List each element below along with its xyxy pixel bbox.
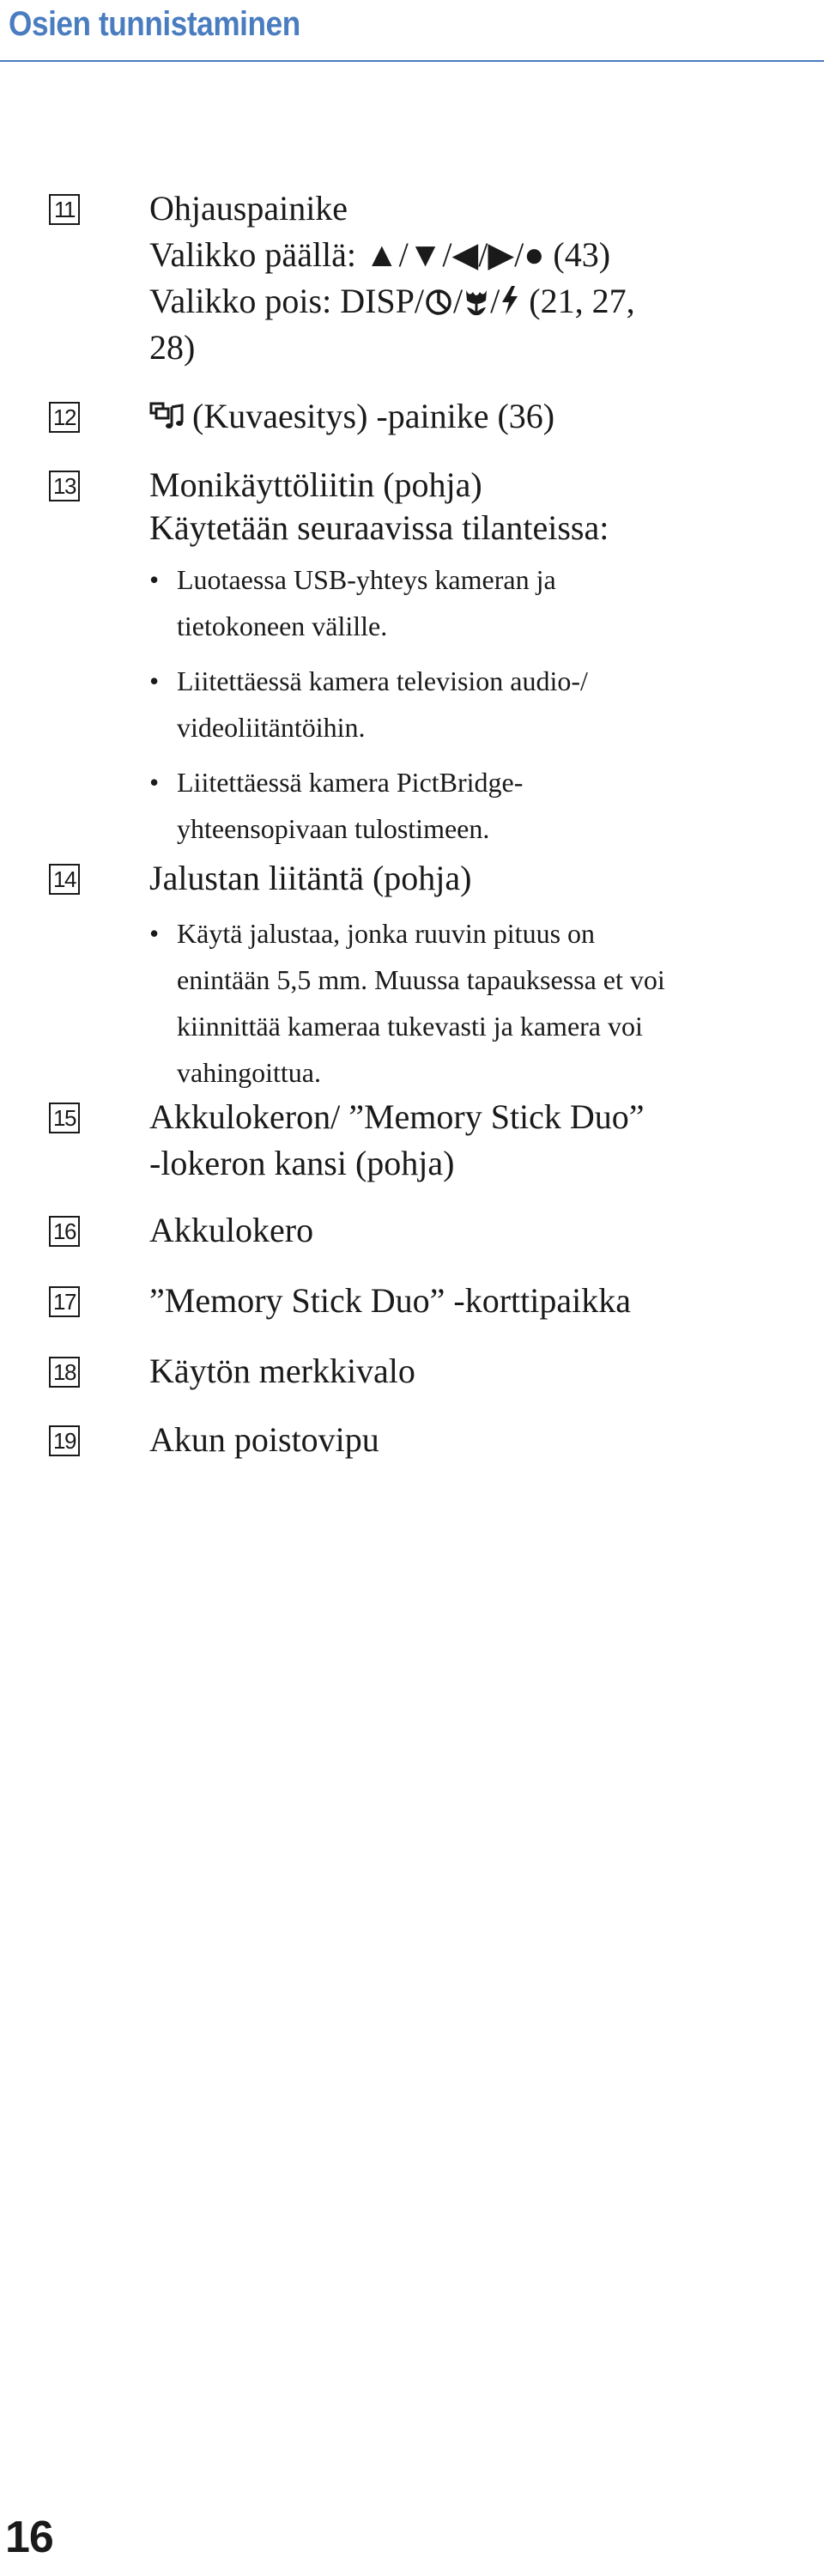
item-number-18: 18 xyxy=(49,1357,80,1388)
menu-on-prefix: Valikko päällä: xyxy=(149,235,366,274)
item-number-15: 15 xyxy=(49,1103,80,1133)
bullet-glyph: • xyxy=(149,918,160,949)
item-label-19: Akun poistovipu xyxy=(149,1420,379,1459)
menu-off-sep1: / xyxy=(453,282,464,320)
item-13-bullet-1-line-1: Luotaessa USB-yhteys kameran ja xyxy=(177,564,556,595)
item-number-11: 11 xyxy=(49,194,80,225)
item-13-bullet-3-line-1: Liitettäessä kamera PictBridge- xyxy=(177,767,524,798)
menu-off-suffix: (21, 27, xyxy=(520,282,635,320)
item-13-usage-line: Käytetään seuraavissa tilanteissa: xyxy=(149,508,609,547)
item-13-bullet-3-line-2: yhteensopivaan tulostimeen. xyxy=(177,813,490,844)
item-number-16: 16 xyxy=(49,1216,80,1247)
bullet-glyph: • xyxy=(149,665,160,696)
item-label-16: Akkulokero xyxy=(149,1211,314,1249)
bullet-glyph: • xyxy=(149,767,160,798)
page-title: Osien tunnistaminen xyxy=(9,5,300,43)
item-label-13: Monikäyttöliitin (pohja) xyxy=(149,465,482,504)
item-11-menu-off-line xyxy=(149,278,635,328)
item-14-note-line-1: Käytä jalustaa, jonka ruuvin pituus on xyxy=(177,918,596,949)
item-13-bullet-2-line-1: Liitettäessä kamera television audio-/ xyxy=(177,665,588,696)
bullet-glyph: • xyxy=(149,564,160,595)
item-label-18: Käytön merkkivalo xyxy=(149,1352,415,1390)
item-13-bullet-1-line-2: tietokoneen välille. xyxy=(177,611,388,641)
slideshow-music-icon xyxy=(149,397,184,443)
item-label-15: Akkulokeron/ ”Memory Stick Duo” xyxy=(149,1097,645,1136)
item-number-19: 19 xyxy=(49,1425,80,1456)
item-label-11: Ohjauspainike xyxy=(149,189,348,228)
title-rule xyxy=(0,60,824,62)
item-15-line-2: -lokeron kansi (pohja) xyxy=(149,1144,455,1182)
page-number: 16 xyxy=(5,2512,53,2562)
menu-off-prefix: Valikko pois: DISP/ xyxy=(149,282,425,320)
item-11-line3: 28) xyxy=(149,328,196,367)
macro-tulip-icon xyxy=(463,282,490,328)
item-14-note-line-3: kiinnittää kameraa tukevasti ja kamera voi xyxy=(177,1011,643,1042)
slideshow-button-label: (Kuvaesitys) -painike (36) xyxy=(184,397,555,435)
item-number-12: 12 xyxy=(49,402,80,433)
direction-symbols: ▲/▼/◀/▶/● xyxy=(365,235,545,274)
item-label-17: ”Memory Stick Duo” -korttipaikka xyxy=(149,1281,631,1320)
flash-icon xyxy=(500,282,520,328)
item-number-17: 17 xyxy=(49,1286,80,1317)
menu-on-suffix: (43) xyxy=(544,235,611,274)
menu-off-sep2: / xyxy=(490,282,500,320)
item-14-note-line-4: vahingoittua. xyxy=(177,1057,321,1088)
item-13-bullet-2-line-2: videoliitäntöihin. xyxy=(177,712,366,743)
item-number-14: 14 xyxy=(49,864,80,895)
item-label-12 xyxy=(149,393,554,443)
item-11-menu-on-line xyxy=(149,232,610,278)
item-label-14: Jalustan liitäntä (pohja) xyxy=(149,859,472,897)
item-14-note-line-2: enintään 5,5 mm. Muussa tapauksessa et voi xyxy=(177,964,665,995)
self-timer-icon xyxy=(424,282,453,328)
item-number-13: 13 xyxy=(49,471,80,501)
